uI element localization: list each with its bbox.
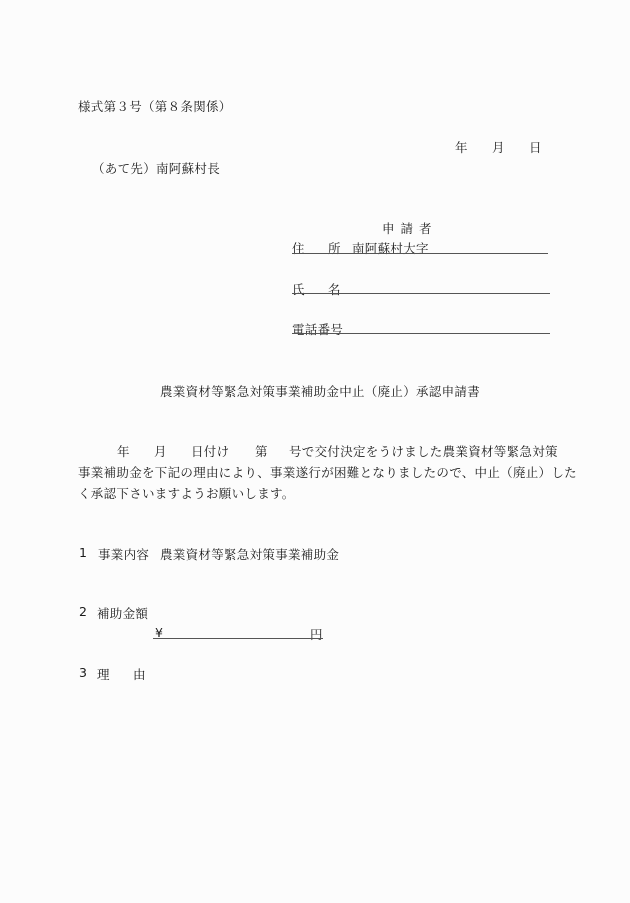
applicant-heading: 申 請 者 [382, 221, 433, 236]
name-underline [292, 293, 550, 294]
reason-field[interactable] [97, 690, 547, 840]
item-1-number: 1 [79, 545, 88, 560]
address-field[interactable]: 南阿蘇村大字 [352, 241, 429, 256]
addressee: （あて先）南阿蘇村長 [92, 161, 221, 176]
address-label-2: 所 [328, 241, 341, 256]
name-field[interactable] [352, 280, 542, 294]
phone-label: 電話番号 [292, 322, 344, 337]
yen-symbol: ¥ [155, 625, 164, 640]
item-2-number: 2 [79, 604, 88, 619]
item-3-label-1: 理 [97, 667, 110, 682]
body-month-label: 月 [154, 444, 167, 459]
body-line3: く承認下さいますようお願いします。 [78, 486, 295, 501]
body-number-label: 第 [255, 444, 268, 459]
item-3-label-2: 由 [133, 667, 146, 682]
body-line2: 事業補助金を下記の理由により、事業遂行が困難となりましたので、中止（廃止）した [78, 465, 577, 480]
phone-field[interactable] [352, 320, 542, 334]
address-label-1: 住 [292, 241, 305, 256]
phone-underline [292, 333, 550, 334]
item-1-label: 事業内容 [98, 547, 150, 562]
address-underline [292, 253, 548, 254]
date-month-label: 月 [492, 140, 505, 155]
item-1-value: 農業資材等緊急対策事業補助金 [160, 547, 340, 562]
body-year-label: 年 [117, 444, 130, 459]
amount-underline [153, 638, 323, 639]
name-label-1: 氏 [292, 282, 305, 297]
item-2-label: 補助金額 [97, 606, 149, 621]
form-number: 様式第３号（第８条関係） [78, 99, 232, 114]
body-day-label: 日付け [191, 444, 230, 459]
date-day-label: 日 [529, 140, 542, 155]
name-label-2: 名 [328, 282, 341, 297]
item-3-number: 3 [79, 665, 88, 680]
body-line1-rest: 号で交付決定をうけました農業資材等緊急対策 [289, 444, 558, 459]
date-year-label: 年 [455, 140, 468, 155]
yen-unit: 円 [310, 627, 323, 642]
amount-field[interactable] [172, 625, 302, 639]
document-title: 農業資材等緊急対策事業補助金中止（廃止）承認申請書 [160, 384, 481, 399]
